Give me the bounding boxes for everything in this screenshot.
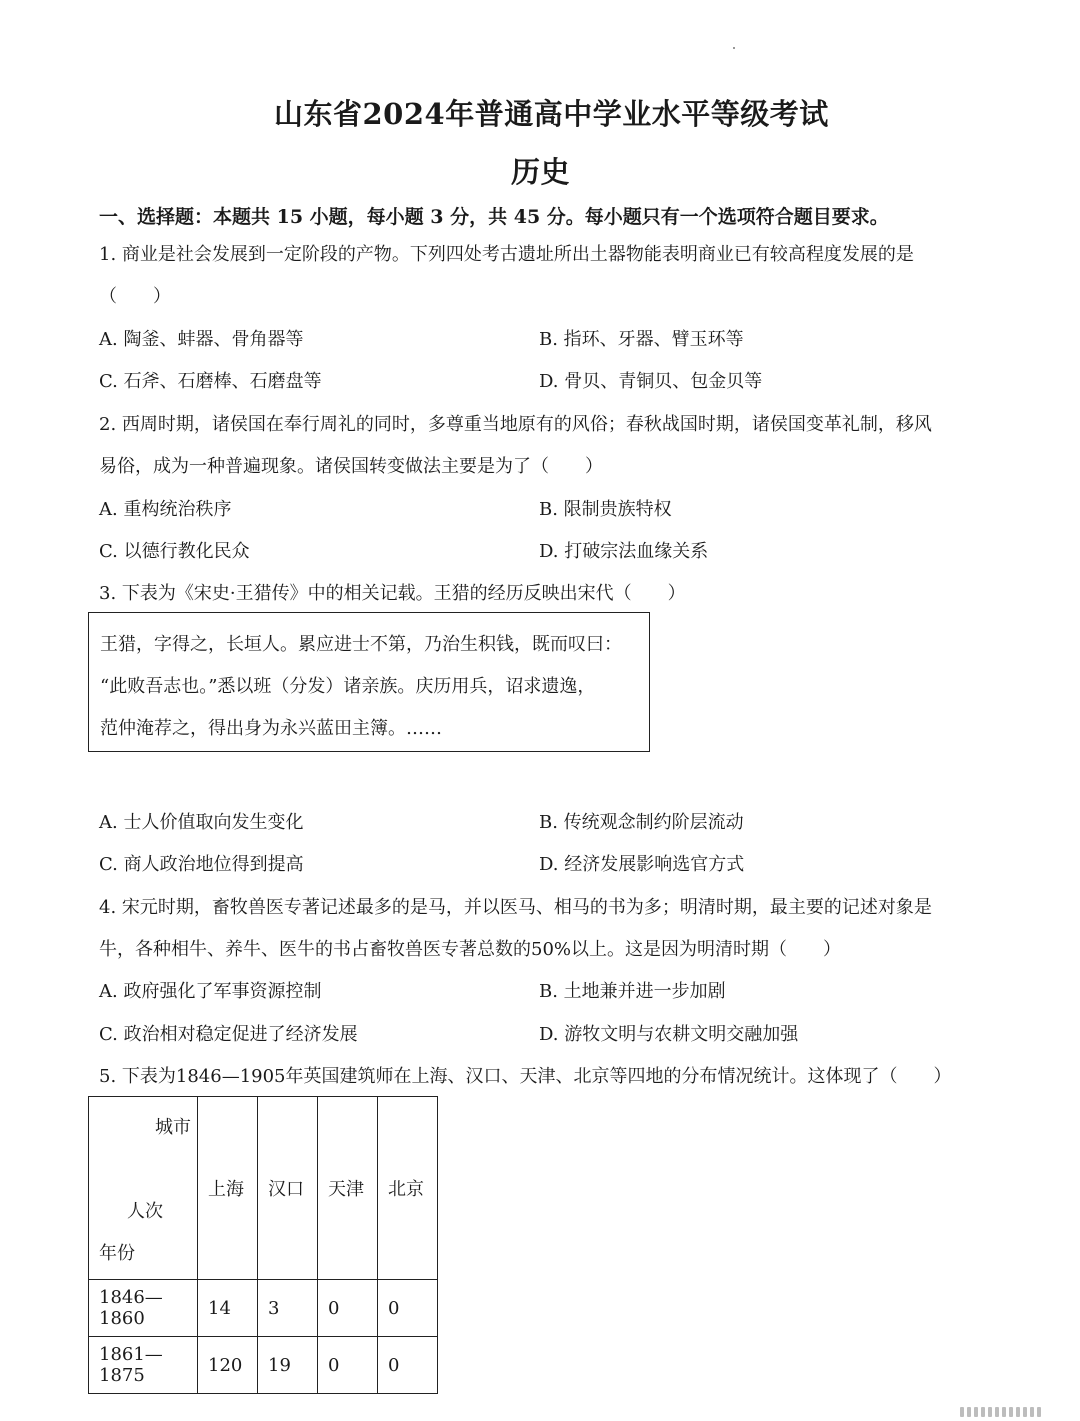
row-value: 120 [198,1337,258,1394]
header-city-tianjin: 天津 [318,1097,378,1280]
row-value: 0 [318,1337,378,1394]
row-period: 1846—1860 [89,1280,198,1337]
header-year-label: 年份 [99,1243,135,1264]
row-value: 3 [258,1280,318,1337]
quote-line-1: 王猎，字得之，长垣人。累应进士不第，乃治生积钱，既而叹曰： [100,634,622,655]
section-heading: 一、选择题：本题共 15 小题，每小题 3 分，共 45 分。每小题只有一个选项符合题目要求。 [99,206,889,228]
question-1-option-a: A. 陶釜、蚌器、骨角器等 [99,329,304,350]
question-2-option-b: B. 限制贵族特权 [539,499,672,520]
question-2-option-a: A. 重构统治秩序 [99,499,232,520]
question-2-option-c: C. 以德行教化民众 [99,541,250,562]
architect-distribution-table [88,1096,438,1394]
row-period: 1861—1875 [89,1337,198,1394]
header-city-beijing: 北京 [378,1097,438,1280]
header-city-hankou: 汉口 [258,1097,318,1280]
question-3-option-b: B. 传统观念制约阶层流动 [539,812,744,833]
table-row [89,1337,438,1394]
quote-box [88,612,650,752]
question-4-stem-cont: 牛，各种相牛、养牛、医牛的书占畜牧兽医专著总数的50%以上。这是因为明清时期（ ） [99,939,842,960]
question-1-blank: （ ） [99,286,171,307]
question-1-stem: 1. 商业是社会发展到一定阶段的产物。下列四处考古遗址所出土器物能表明商业已有较高程度发展的是 [99,244,914,265]
row-value: 19 [258,1337,318,1394]
question-2-stem-cont: 易俗，成为一种普遍现象。诸侯国转变做法主要是为了（ ） [99,456,603,477]
question-4-option-a: A. 政府强化了军事资源控制 [99,981,322,1002]
header-city-label: 城市 [155,1117,191,1138]
quote-line-2: “此败吾志也。”悉以班（分发）诸亲族。庆历用兵，诏求遗逸， [100,676,596,697]
page-scroll-indicator[interactable] [960,1402,1050,1414]
question-2-stem: 2. 西周时期，诸侯国在奉行周礼的同时，多尊重当地原有的风俗；春秋战国时期，诸侯国变革礼制，移风 [99,414,932,435]
question-3-option-a: A. 士人价值取向发生变化 [99,812,304,833]
question-5-stem: 5. 下表为1846—1905年英国建筑师在上海、汉口、天津、北京等四地的分布情况统计。这体现了（ ） [99,1066,952,1087]
row-value: 0 [378,1337,438,1394]
header-city-shanghai: 上海 [198,1097,258,1280]
exam-title: 山东省2024年普通高中学业水平等级考试 [274,97,829,131]
question-3-option-c: C. 商人政治地位得到提高 [99,854,304,875]
question-3-stem: 3. 下表为《宋史·王猎传》中的相关记载。王猎的经历反映出宋代（ ） [99,583,686,604]
diagonal-header-cell [89,1097,198,1280]
row-value: 14 [198,1280,258,1337]
row-value: 0 [318,1280,378,1337]
question-4-stem: 4. 宋元时期，畜牧兽医专著记述最多的是马，并以医马、相马的书为多；明清时期，最主要的记述对象是 [99,897,932,918]
question-4-option-d: D. 游牧文明与农耕文明交融加强 [539,1024,799,1045]
header-count-label: 人次 [127,1201,163,1222]
question-1-option-c: C. 石斧、石磨棒、石磨盘等 [99,371,322,392]
table-header-row [89,1097,438,1280]
question-3-option-d: D. 经济发展影响选官方式 [539,854,745,875]
question-2-option-d: D. 打破宗法血缘关系 [539,541,709,562]
subject-title: 历史 [511,155,571,189]
question-4-option-b: B. 土地兼并进一步加剧 [539,981,726,1002]
question-1-option-b: B. 指环、牙器、臂玉环等 [539,329,744,350]
scan-speck [733,47,735,49]
table-row [89,1280,438,1337]
question-1-option-d: D. 骨贝、青铜贝、包金贝等 [539,371,763,392]
question-4-option-c: C. 政治相对稳定促进了经济发展 [99,1024,358,1045]
row-value: 0 [378,1280,438,1337]
quote-line-3: 范仲淹荐之，得出身为永兴蓝田主簿。…… [100,718,442,739]
